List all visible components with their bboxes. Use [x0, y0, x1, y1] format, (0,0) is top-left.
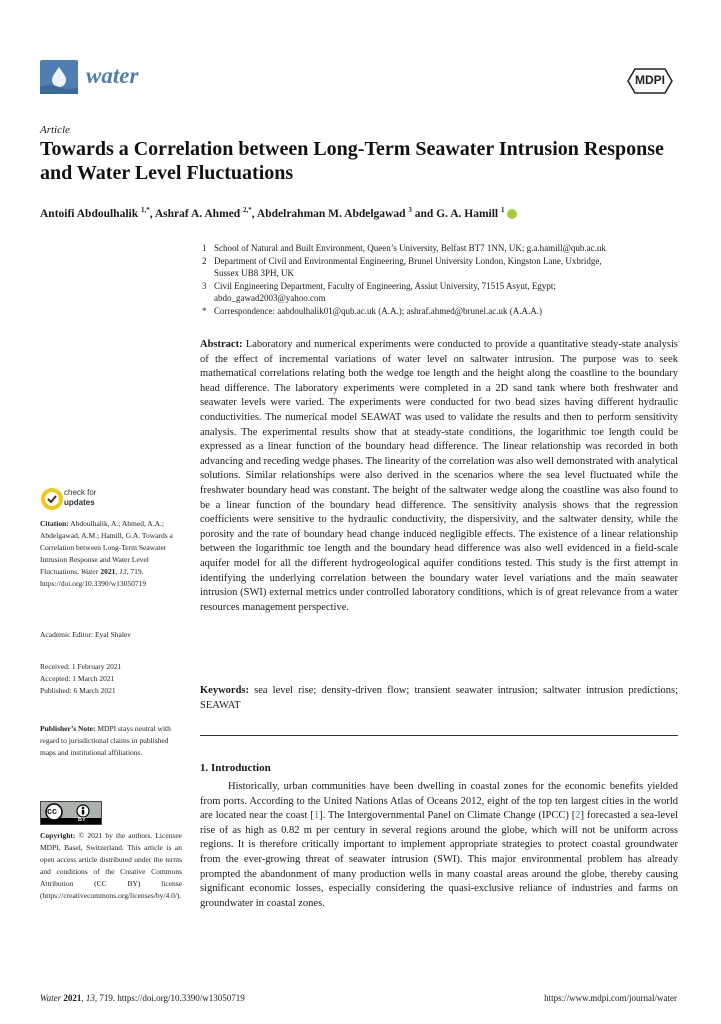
affiliation-text: Sussex UB8 3PH, UK: [214, 268, 295, 278]
author-affiliation-mark: 1: [501, 206, 505, 214]
affiliation-text: Civil Engineering Department, Faculty of Engineering, Assiut University, 71515 Asyut, Egypt;: [214, 280, 556, 291]
intro-text: ]. The Intergovernmental Panel on Climate Change (IPCC) [: [319, 810, 576, 822]
affiliation-item: [202, 305, 682, 318]
article-type: Article: [40, 124, 70, 136]
citation-doi-link[interactable]: https://doi.org/10.3390/w13050719: [40, 579, 147, 588]
affiliation-item: [202, 242, 682, 255]
affiliation-text: School of Natural and Built Environment, Queen’s University, Belfast BT7 1NN, UK; g.a.hamill@qub.ac.uk: [214, 243, 606, 253]
publisher-name: MDPI: [635, 73, 665, 87]
affiliation-number: 2: [202, 255, 207, 266]
citation-pages: , 719.: [126, 567, 144, 576]
author-affiliation-mark: 3: [408, 206, 412, 214]
check-line: updates: [64, 498, 95, 507]
author-affiliation-mark: 2,*: [243, 206, 252, 214]
copyright-block: [40, 830, 182, 902]
publisher-note-text: MDPI stays neutral with regard to jurisdictional claims in published maps and institutional affiliations.: [40, 724, 171, 757]
publisher-note: [40, 723, 182, 759]
affiliation-number: 3: [202, 280, 207, 291]
section-heading: 1. Introduction: [200, 762, 271, 774]
check-line: check for: [64, 488, 97, 497]
check-for-updates-label[interactable]: [64, 488, 96, 508]
affiliation-email[interactable]: abdo_gawad2003@yahoo.com: [214, 293, 326, 303]
intro-text: ] forecasted a sea-level rise of as high as 0.82 m per century in several regions around the globe, which will not be uniform across regions. It is therefore critically important to implement appropriate strategies to protect coastal groundwater from the ever-growing threat of seawater intrusion (SWI). This major environmental problem has already prompted the abandonment of many production wells in many coastal areas around the globe, thereby causing significant economic losses, especially considering the quasi-exclusive reliance of industries and farms on groundwater in coastal zones.: [200, 810, 678, 909]
journal-logo: [40, 60, 78, 94]
article-title: Towards a Correlation between Long-Term Seawater Intrusion Response and Water Level Fluctuations: [40, 138, 664, 184]
accepted-date: Accepted: 1 March 2021: [40, 674, 115, 683]
cc-by-label: BY: [78, 817, 86, 823]
copyright-label: Copyright:: [40, 831, 76, 840]
citation-link[interactable]: 2: [575, 810, 581, 822]
citation-link[interactable]: 1: [313, 810, 320, 822]
author-name[interactable]: Abdelrahman M. Abdelgawad: [256, 207, 406, 220]
affiliation-text: Department of Civil and Environmental Engineering, Brunel University London, Kingston Lane, Uxbridge,: [214, 255, 602, 266]
academic-editor: Academic Editor: Eyal Shalev: [40, 630, 132, 639]
copyright-text: © 2021 by the authors. Licensee MDPI, Basel, Switzerland. This article is an open access article distributed under the terms and conditions of the Creative Commons Attribution (CC BY) license (https://creativecommons.org/licenses/by/4.0/).: [40, 831, 183, 900]
citation-label: Citation:: [40, 519, 69, 528]
intro-text: Historically, urban communities have been dwelling in coastal zones for the economic benefits yielded from ports. According to the United Nations Atlas of Oceans 2012, eight of the top ten largest cities in the world are located near the coast [: [200, 781, 678, 822]
citation-year: 2021: [100, 567, 116, 576]
author-list: Antoifi Abdoulhalik $^{1,*}$, Ashraf A. Ahmed $^{2,*}$, Abdelrahman M. Abdelgawad $^3$ and G. A. Hamill $^1$: [40, 206, 517, 220]
author-affiliation-mark: 1,*: [140, 206, 150, 214]
introduction-paragraph: [200, 780, 678, 911]
affiliation-number: *: [202, 305, 207, 316]
footer-volume: 13: [85, 993, 95, 1003]
published-date: Published: 6 March 2021: [40, 686, 116, 695]
author-name[interactable]: G. A. Hamill: [436, 207, 499, 220]
footer-doi[interactable]: , 719. https://doi.org/10.3390/w13050719: [94, 993, 245, 1003]
footer-year: 2021: [63, 993, 82, 1003]
affiliation-item: [202, 280, 682, 293]
divider: [200, 735, 678, 736]
check-for-updates-badge[interactable]: [40, 487, 66, 513]
water-drop-icon: [40, 60, 78, 94]
affiliations: [202, 242, 682, 317]
abstract-label: Abstract:: [200, 339, 243, 350]
keywords-label: Keywords:: [200, 685, 249, 696]
journal-name: water: [86, 63, 139, 88]
author-name[interactable]: Ashraf A. Ahmed: [154, 207, 241, 220]
affiliation-item: [202, 255, 682, 268]
creative-commons-badge[interactable]: [40, 801, 102, 825]
dates: [40, 661, 121, 697]
orcid-icon[interactable]: [507, 209, 517, 219]
keywords: [200, 684, 678, 713]
received-date: Received: 1 February 2021: [40, 662, 122, 671]
citation-journal: Water: [80, 567, 99, 576]
affiliation-number: 1: [202, 243, 207, 253]
publisher-note-label: Publisher’s Note:: [40, 724, 96, 733]
footer-citation: Water 2021, 13, 719. https://doi.org/10.3390/w13050719: [40, 993, 245, 1003]
footer-journal-url[interactable]: https://www.mdpi.com/journal/water: [544, 993, 677, 1003]
publisher-logo: [627, 68, 673, 94]
check-updates-icon: [40, 487, 64, 511]
footer-journal: Water: [40, 993, 62, 1003]
citation-volume: 13: [119, 567, 127, 576]
correspondence-text: Correspondence: aabdoulhalik01@qub.ac.uk (A.A.); ashraf.ahmed@brunel.ac.uk (A.A.A.): [214, 305, 542, 316]
citation-block: Citation: Abdoulhalik, A.; Ahmed, A.A.; Abdelgawad, A.M.; Hamill, G.A. Towards a Correlation between Long-Term Seawater Intrusion Response and Water Level Fluctuations. Water 2021, 13, 719. https://doi.org/10.3390/w13050719: [40, 519, 173, 588]
abstract-text: Laboratory and numerical experiments were conducted to provide a quantitative steady-state analysis of the effect of incremental variations of water level on saltwater intrusion. The purpose was to seek mathematical correlations relating both the wedge toe length and the height along the coastline to the boundary head difference. The laboratory experiments were completed in a 2D sand tank where both freshwater and seawater levels were varied. The experiments were conducted for two bead sizes having different hydraulic conductivities. The numerical model SEAWAT was used to validate the results and then to perform sensitivity analysis. The experimental results show that at steady-state conditions, the logarithmic toe length could be expressed as a linear function of the boundary head difference. The linear relationship was recorded in both advancing and receding wedge phases. The linearity of the correlation was also well demonstrated with analytical solutions. Similar relationships were also derived in the scenarios where the sea level fluctuated while the freshwater boundary head was constant. The height of the saltwater wedge along the coastline was also found to be a linear function of the boundary head difference. The sensitivity analysis shows that the regression coefficients were sensitive to the hydraulic conductivity, the dispersivity, and the saltwater density, while the porosity and the rate of boundary head change induced negligible effects. The existence of a linear relationship between the logarithmic toe length and the boundary head difference was also well evidenced in a field-scale aquifer model for all the different hydrogeological aquifer conditions tested. This study is the first attempt in identifying the underlying correlation between the boundary water level variations and the main seawater intrusion (SWI) external metrics under controlled laboratory conditions, which is of great relevance from a water resources management perspective.: [200, 339, 679, 613]
keywords-text: sea level rise; density-driven flow; transient seawater intrusion; saltwater intrusion predictions; SEAWAT: [200, 685, 678, 711]
author-name[interactable]: Antoifi Abdoulhalik: [40, 207, 139, 220]
abstract: [200, 338, 678, 615]
citation-text: Abdoulhalik, A.; Ahmed, A.A.; Abdelgawad, A.M.; Hamill, G.A. Towards a Correlation between Long-Term Seawater Intrusion Response and Water Level Fluctuations.: [40, 519, 173, 576]
cc-label: cc: [47, 806, 58, 816]
